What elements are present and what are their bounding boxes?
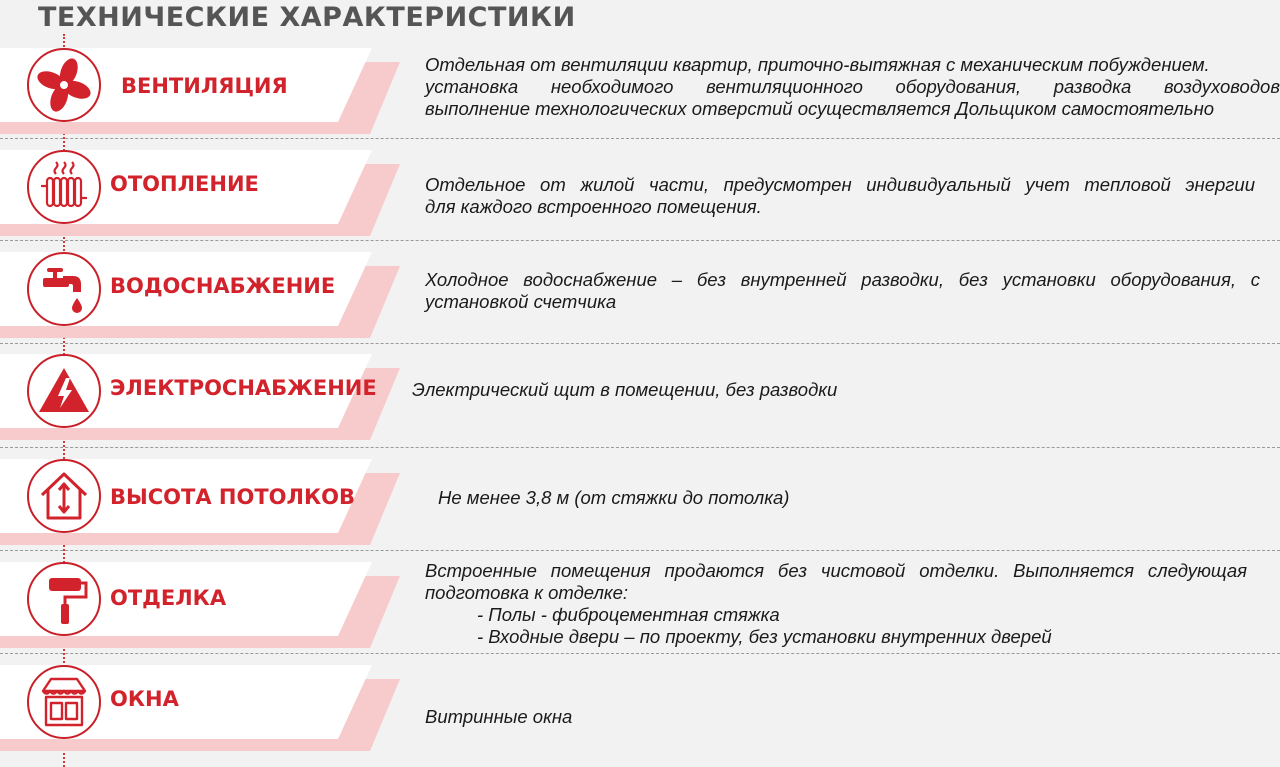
shop-window-icon: [27, 665, 101, 739]
row-description: Встроенные помещения продаются без чистовой отделки. Выполняется следующая подготовка к отделке: - Полы - фиброцементная стяжка - Входные двери – по проекту, без установки внутренних дверей: [425, 560, 1247, 647]
row-description: Не менее 3,8 м (от стяжки до потолка): [438, 487, 790, 508]
row-divider: [0, 550, 1280, 551]
water-tap-icon: [27, 252, 101, 326]
row-label: ОКНА: [110, 687, 179, 711]
row-label: ВОДОСНАБЖЕНИЕ: [110, 274, 336, 298]
row-divider: [0, 653, 1280, 654]
row-description: Отдельная от вентиляции квартир, приточно-вытяжная с механическим побуждением. установка необходимого вентиляционного оборудования, разводка воздуховодов выполнение технологических отверстий осуществляется Дольщиком самостоятельно: [425, 54, 1280, 119]
row-divider: [0, 240, 1280, 241]
row-label: ВЫСОТА ПОТОЛКОВ: [110, 485, 355, 509]
row-label: ОТОПЛЕНИЕ: [110, 172, 259, 196]
row-label: ЭЛЕКТРОСНАБЖЕНИЕ: [110, 376, 377, 400]
bullet-item: - Полы - фиброцементная стяжка: [477, 604, 780, 625]
paint-roller-icon: [27, 562, 101, 636]
row-divider: [0, 343, 1280, 344]
row-label: ОТДЕЛКА: [110, 586, 227, 610]
ceiling-height-icon: [27, 459, 101, 533]
row-divider: [0, 447, 1280, 448]
row-description: Электрический щит в помещении, без разводки: [412, 379, 838, 400]
row-description: Витринные окна: [425, 706, 573, 727]
electricity-icon: [27, 354, 101, 428]
row-description: Холодное водоснабжение – без внутренней разводки, без установки оборудования, с установкой счетчика: [425, 269, 1260, 312]
row-description: Отдельное от жилой части, предусмотрен индивидуальный учет тепловой энергии для каждого встроенного помещения.: [425, 174, 1255, 217]
row-divider: [0, 138, 1280, 139]
radiator-icon: [27, 150, 101, 224]
page-title: ТЕХНИЧЕСКИЕ ХАРАКТЕРИСТИКИ: [38, 2, 576, 33]
bullet-item: - Входные двери – по проекту, без установки внутренних дверей: [477, 626, 1052, 647]
fan-icon: [27, 48, 101, 122]
row-label: ВЕНТИЛЯЦИЯ: [121, 74, 288, 98]
